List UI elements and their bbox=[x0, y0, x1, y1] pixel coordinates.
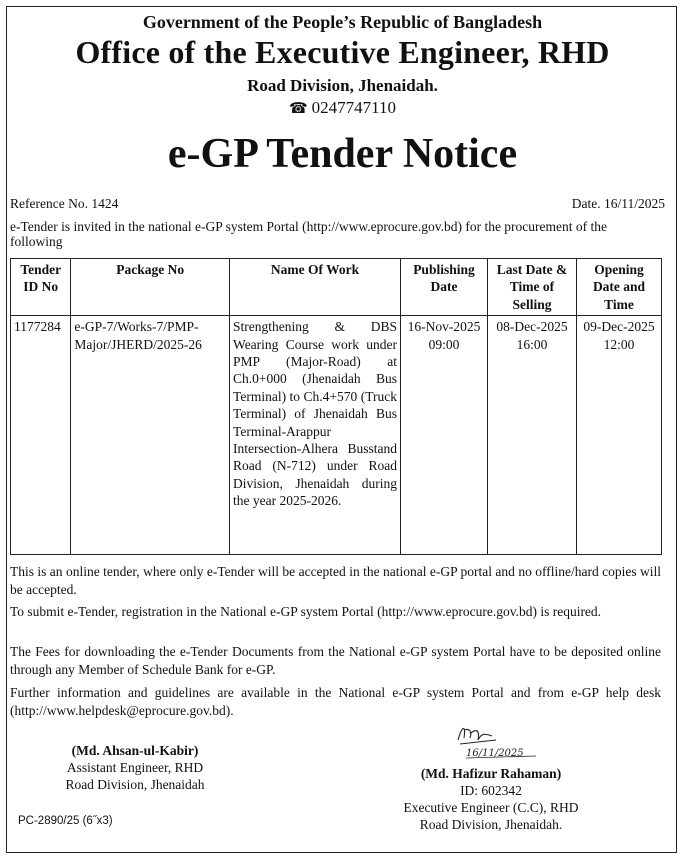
notice-title: e-GP Tender Notice bbox=[167, 131, 518, 177]
paragraph-registration: To submit e-Tender, registration in the National e-GP system Portal (http://www.eprocure.gov.bd) is required. bbox=[10, 604, 602, 619]
opening-time: 12:00 bbox=[603, 336, 635, 352]
right-signatory-designation: Executive Engineer (C.C), RHD bbox=[403, 800, 579, 815]
notice-date: Date. 16/11/2025 bbox=[571, 196, 665, 211]
left-signatory-office: Road Division, Jhenaidah bbox=[65, 777, 205, 792]
signatory-left bbox=[50, 742, 220, 793]
header-package-no: Package No bbox=[71, 259, 230, 316]
header-name-of-work: Name Of Work bbox=[230, 259, 401, 316]
paragraph-further-info: Further information and guidelines are available in the National e-GP system Portal and from e-GP help desk (http://www.helpdesk@eprocure.gov.bd). bbox=[10, 685, 661, 718]
header-opening-date: Opening Date and Time bbox=[577, 259, 662, 316]
selling-time: 16:00 bbox=[516, 336, 548, 352]
cell-opening bbox=[577, 316, 662, 555]
signatory-right bbox=[386, 765, 596, 833]
header-publishing-date: Publishing Date bbox=[400, 259, 487, 316]
opening-date: 09-Dec-2025 bbox=[583, 319, 655, 335]
header-last-date-selling: Last Date & Time of Selling bbox=[487, 259, 576, 316]
left-signatory-designation: Assistant Engineer, RHD bbox=[66, 760, 204, 775]
cell-tender-id: 1177284 bbox=[11, 316, 71, 555]
publishing-date: 16-Nov-2025 bbox=[407, 319, 481, 335]
left-signatory-name: (Md. Ahsan-ul-Kabir) bbox=[71, 743, 199, 758]
signature-date: 16/11/2025 bbox=[466, 748, 524, 759]
paragraph-fees: The Fees for downloading the e-Tender Documents from the National e-GP system Portal have to be deposited online through any Member of Schedule Bank for e-GP. bbox=[10, 644, 661, 677]
office-heading: Office of the Executive Engineer, RHD bbox=[75, 34, 610, 70]
right-signatory-name: (Md. Hafizur Rahaman) bbox=[420, 766, 562, 781]
paragraph-online-tender: This is an online tender, where only e-Tender will be accepted in the national e-GP portal and no offline/hard copies will be accepted. bbox=[10, 564, 661, 597]
right-signatory-id: ID: 602342 bbox=[460, 783, 522, 798]
publication-code: PC-2890/25 (6˝x3) bbox=[18, 815, 113, 827]
cell-name-of-work: Strengthening & DBS Wearing Course work under PMP (Major-Road) at Ch.0+000 (Jhenaidah Bus Terminal) to Ch.4+570 (Truck Terminal) of Jhenaidah Bus Terminal-Arappur Intersection-Alhera Busstand Road (N-712) under Road Division, Jhenaidah during the year 2025-2026. bbox=[230, 316, 401, 555]
phone-line bbox=[0, 98, 685, 118]
right-signatory-office: Road Division, Jhenaidah. bbox=[419, 817, 563, 832]
cell-package-no: e-GP-7/Works-7/PMP-Major/JHERD/2025-26 bbox=[71, 316, 230, 555]
reference-number: Reference No. 1424 bbox=[10, 196, 119, 211]
telephone-icon: ☎ bbox=[288, 101, 308, 117]
publishing-time: 09:00 bbox=[428, 336, 460, 352]
intro-text: e-Tender is invited in the national e-GP system Portal (http://www.eprocure.gov.bd) for the procurement of the following bbox=[10, 219, 608, 249]
phone-number: 0247747110 bbox=[311, 98, 397, 117]
handwritten-signature bbox=[452, 718, 542, 760]
government-heading: Government of the People’s Republic of Bangladesh bbox=[142, 12, 543, 32]
cell-publishing bbox=[400, 316, 487, 555]
division-heading: Road Division, Jhenaidah. bbox=[247, 76, 438, 95]
table-row bbox=[11, 316, 662, 555]
selling-date: 08-Dec-2025 bbox=[496, 319, 568, 335]
header-tender-id: Tender ID No bbox=[11, 259, 71, 316]
tender-table bbox=[10, 258, 662, 555]
table-header-row bbox=[11, 259, 662, 316]
cell-selling bbox=[487, 316, 576, 555]
